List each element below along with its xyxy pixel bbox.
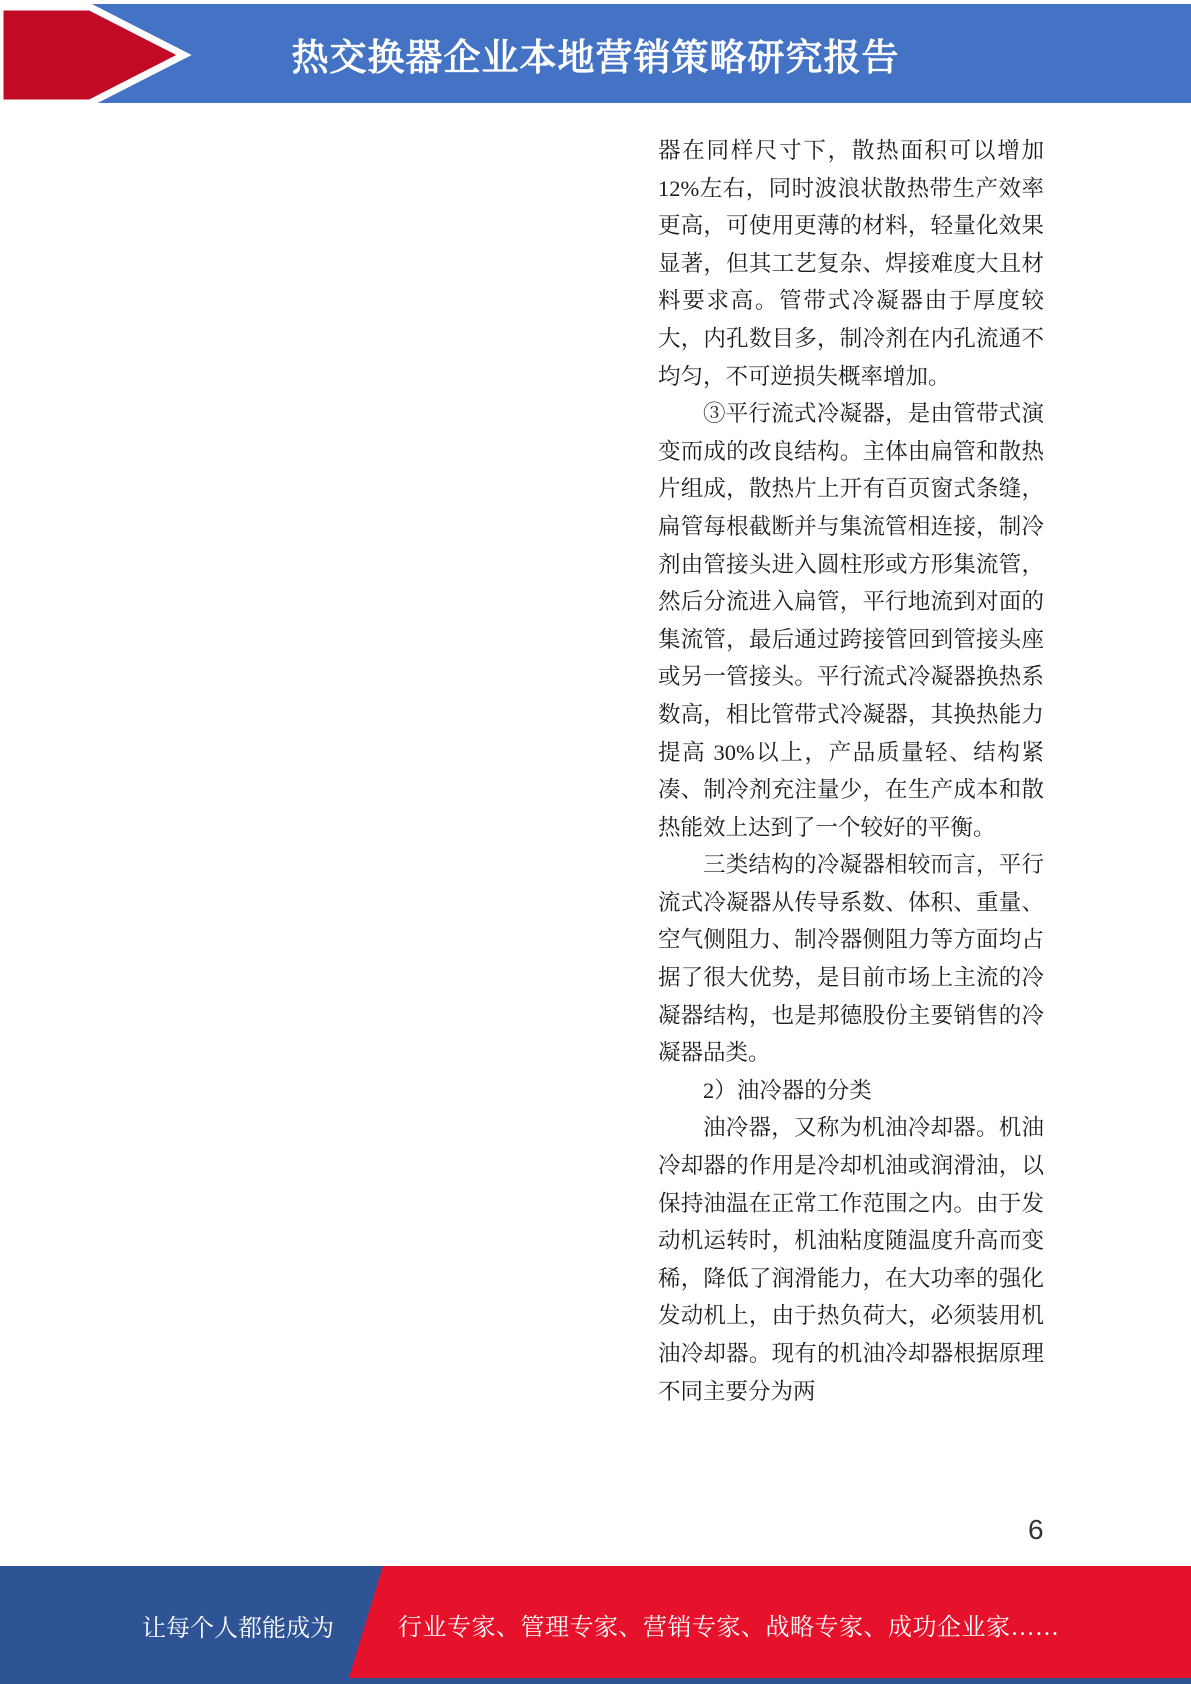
footer-slogan-left: 让每个人都能成为 [142,1616,334,1642]
header-arrow-icon [0,0,200,112]
paragraph-oil-cooler-intro: 油冷器，又称为机油冷却器。机油冷却器的作用是冷却机油或润滑油，以保持油温在正常工作范围之内。由于发动机运转时，机油粘度随温度升高而变稀，降低了润滑能力，在大功率的强化发动机上，由于热负荷大，必须装用机油冷却器。现有的机油冷却器根据原理不同主要分为两 [658,1115,1044,1404]
paragraph-condenser-tubeband: 器在同样尺寸下，散热面积可以增加 12%左右，同时波浪状散热带生产效率更高，可使用更薄的材料，轻量化效果显著，但其工艺复杂、焊接难度大且材料要求高。管带式冷凝器由于厚度较大，内孔数目多，制冷剂在内孔流通不均匀，不可逆损失概率增加。 [658,138,1044,389]
page-number: 6 [1028,1514,1044,1545]
section-heading-oil-cooler: 2）油冷器的分类 [703,1077,872,1103]
paragraph-parallel-flow-condenser: ③平行流式冷凝器，是由管带式演变而成的改良结构。主体由扁管和散热片组成，散热片上开有百页窗式条缝，扁管每根截断并与集流管相连接，制冷剂由管接头进入圆柱形或方形集流管，然后分流进入扁管，平行地流到对面的集流管，最后通过跨接管回到管接头座或另一管接头。平行流式冷凝器换热系数高，相比管带式冷凝器，其换热能力提高 30%以上，产品质量轻、结构紧凑、制冷剂充注量少，在生产成本和散热能效上达到了一个较好的平衡。 [658,401,1044,840]
page-title: 热交换器企业本地营销策略研究报告 [291,36,900,78]
paragraph-condenser-comparison: 三类结构的冷凝器相较而言，平行流式冷凝器从传导系数、体积、重量、空气侧阻力、制冷器侧阻力等方面均占据了很大优势，是目前市场上主流的冷凝器结构，也是邦德股份主要销售的冷凝器品类。 [658,852,1044,1066]
footer-bottom-strip [0,1678,1191,1684]
body-text-column [658,132,1044,1410]
footer-slogan-right: 行业专家、管理专家、营销专家、战略专家、成功企业家…… [398,1615,1060,1641]
